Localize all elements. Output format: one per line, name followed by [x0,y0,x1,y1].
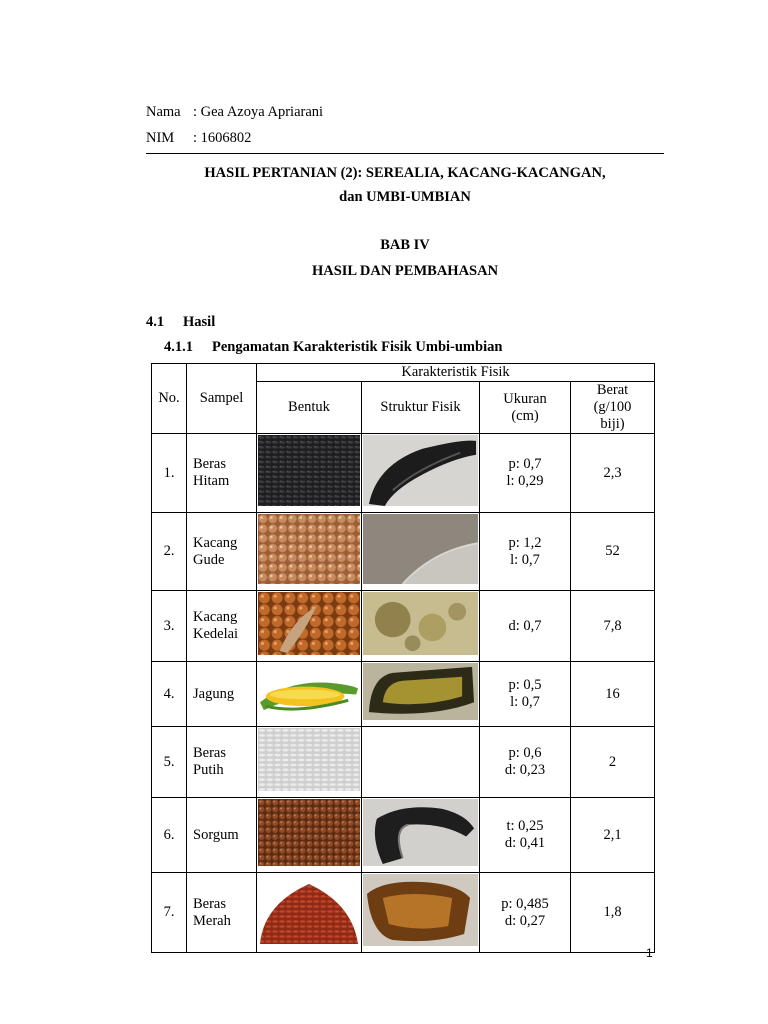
row-berat: 16 [571,662,655,727]
row-ukuran [480,798,571,873]
row-sampel [187,434,257,513]
ukuran-line1: d: 0,7 [508,617,542,634]
bentuk-image-beras-merah [257,873,362,953]
chapter-number: BAB IV [380,237,430,253]
row-sampel: Sorgum [187,798,257,873]
header-ukuran [480,382,571,434]
ukuran-line2: l: 0,7 [510,694,540,710]
sampel-line2: Merah [193,912,231,929]
table-row [152,727,655,798]
row-ukuran [480,591,571,662]
row-ukuran [480,434,571,513]
row-no: 5. [152,727,187,798]
table-row [152,798,655,873]
header-berat-line3: biji) [600,416,625,432]
row-sampel [187,727,257,798]
header-struktur: Struktur Fisik [362,382,480,434]
struktur-image-sorgum [362,798,480,873]
bentuk-image-kacang-gude [257,513,362,591]
bentuk-image-sorgum [257,798,362,873]
subsection-title: Pengamatan Karakteristik Fisik Umbi-umbian [212,339,503,355]
header-berat-line2: (g/100 [593,399,632,415]
header-sampel: Sampel [187,364,257,434]
ukuran-line1: t: 0,25 [506,818,544,834]
page-number: 1 [646,946,653,960]
row-berat: 2,1 [571,798,655,873]
row-no: 6. [152,798,187,873]
sampel-line1: Kacang [193,609,238,625]
struktur-image-kacang-kedelai [362,591,480,662]
row-berat: 2 [571,727,655,798]
ukuran-line1: p: 1,2 [508,534,542,551]
row-berat: 7,8 [571,591,655,662]
ukuran-line2: d: 0,41 [504,835,546,851]
characteristics-table [151,363,655,953]
sampel-line1: Beras [193,745,227,761]
row-ukuran [480,662,571,727]
subsection-number: 4.1.1 [164,339,193,355]
header-bentuk: Bentuk [257,382,362,434]
bentuk-image-kacang-kedelai [257,591,362,662]
sampel-line2: Kedelai [193,626,239,642]
section-title: Hasil [183,314,216,330]
nim-label: NIM [146,130,175,146]
row-no: 4. [152,662,187,727]
ukuran-line2: d: 0,27 [504,912,546,929]
ukuran-line2: d: 0,23 [504,762,546,778]
table-row [152,662,655,727]
row-ukuran [480,513,571,591]
row-berat: 52 [571,513,655,591]
ukuran-line1: p: 0,6 [508,745,542,761]
struktur-image-beras-merah [362,873,480,953]
nama-value: : Gea Azoya Apriarani [193,104,324,120]
header-berat-line1: Berat [596,382,629,398]
header-karakteristik: Karakteristik Fisik [257,364,655,382]
bentuk-image-beras-putih [257,727,362,798]
header-ukuran-line2: (cm) [511,407,539,424]
sampel-line2: Putih [193,762,224,778]
doc-title-line1: HASIL PERTANIAN (2): SEREALIA, KACANG-KACANGAN, [204,165,606,181]
header-ukuran-line1: Ukuran [503,390,547,407]
ukuran-line1: p: 0,5 [508,677,542,693]
ukuran-line2: l: 0,29 [506,473,544,489]
header-rule [146,153,664,154]
struktur-image-beras-hitam [362,434,480,513]
row-sampel: Jagung [187,662,257,727]
section-number: 4.1 [146,314,165,330]
ukuran-line2: l: 0,7 [510,551,540,568]
bentuk-image-beras-hitam [257,434,362,513]
bentuk-image-jagung [257,662,362,727]
row-ukuran [480,873,571,953]
struktur-empty [362,727,480,798]
ukuran-line1: p: 0,485 [501,895,549,912]
sampel-line2: Hitam [193,473,230,489]
row-no: 1. [152,434,187,513]
sampel-line2: Gude [193,551,225,568]
nim-value: : 1606802 [193,130,252,146]
row-berat: 1,8 [571,873,655,953]
header-no: No. [152,364,187,434]
chapter-title: HASIL DAN PEMBAHASAN [311,263,499,279]
struktur-image-jagung [362,662,480,727]
table-row [152,513,655,591]
table-row [152,434,655,513]
sampel-line1: Beras [193,456,227,472]
row-no: 7. [152,873,187,953]
row-sampel [187,513,257,591]
header-berat [571,382,655,434]
doc-title-line2: dan UMBI-UMBIAN [339,189,471,205]
row-sampel [187,873,257,953]
table-row [152,873,655,953]
nama-label: Nama [146,104,181,120]
row-ukuran [480,727,571,798]
sampel-line1: Kacang [193,534,238,551]
row-berat: 2,3 [571,434,655,513]
row-no: 2. [152,513,187,591]
row-no: 3. [152,591,187,662]
struktur-image-kacang-gude [362,513,480,591]
table-row [152,591,655,662]
sampel-line1: Beras [193,895,227,912]
ukuran-line1: p: 0,7 [508,456,542,472]
row-sampel [187,591,257,662]
